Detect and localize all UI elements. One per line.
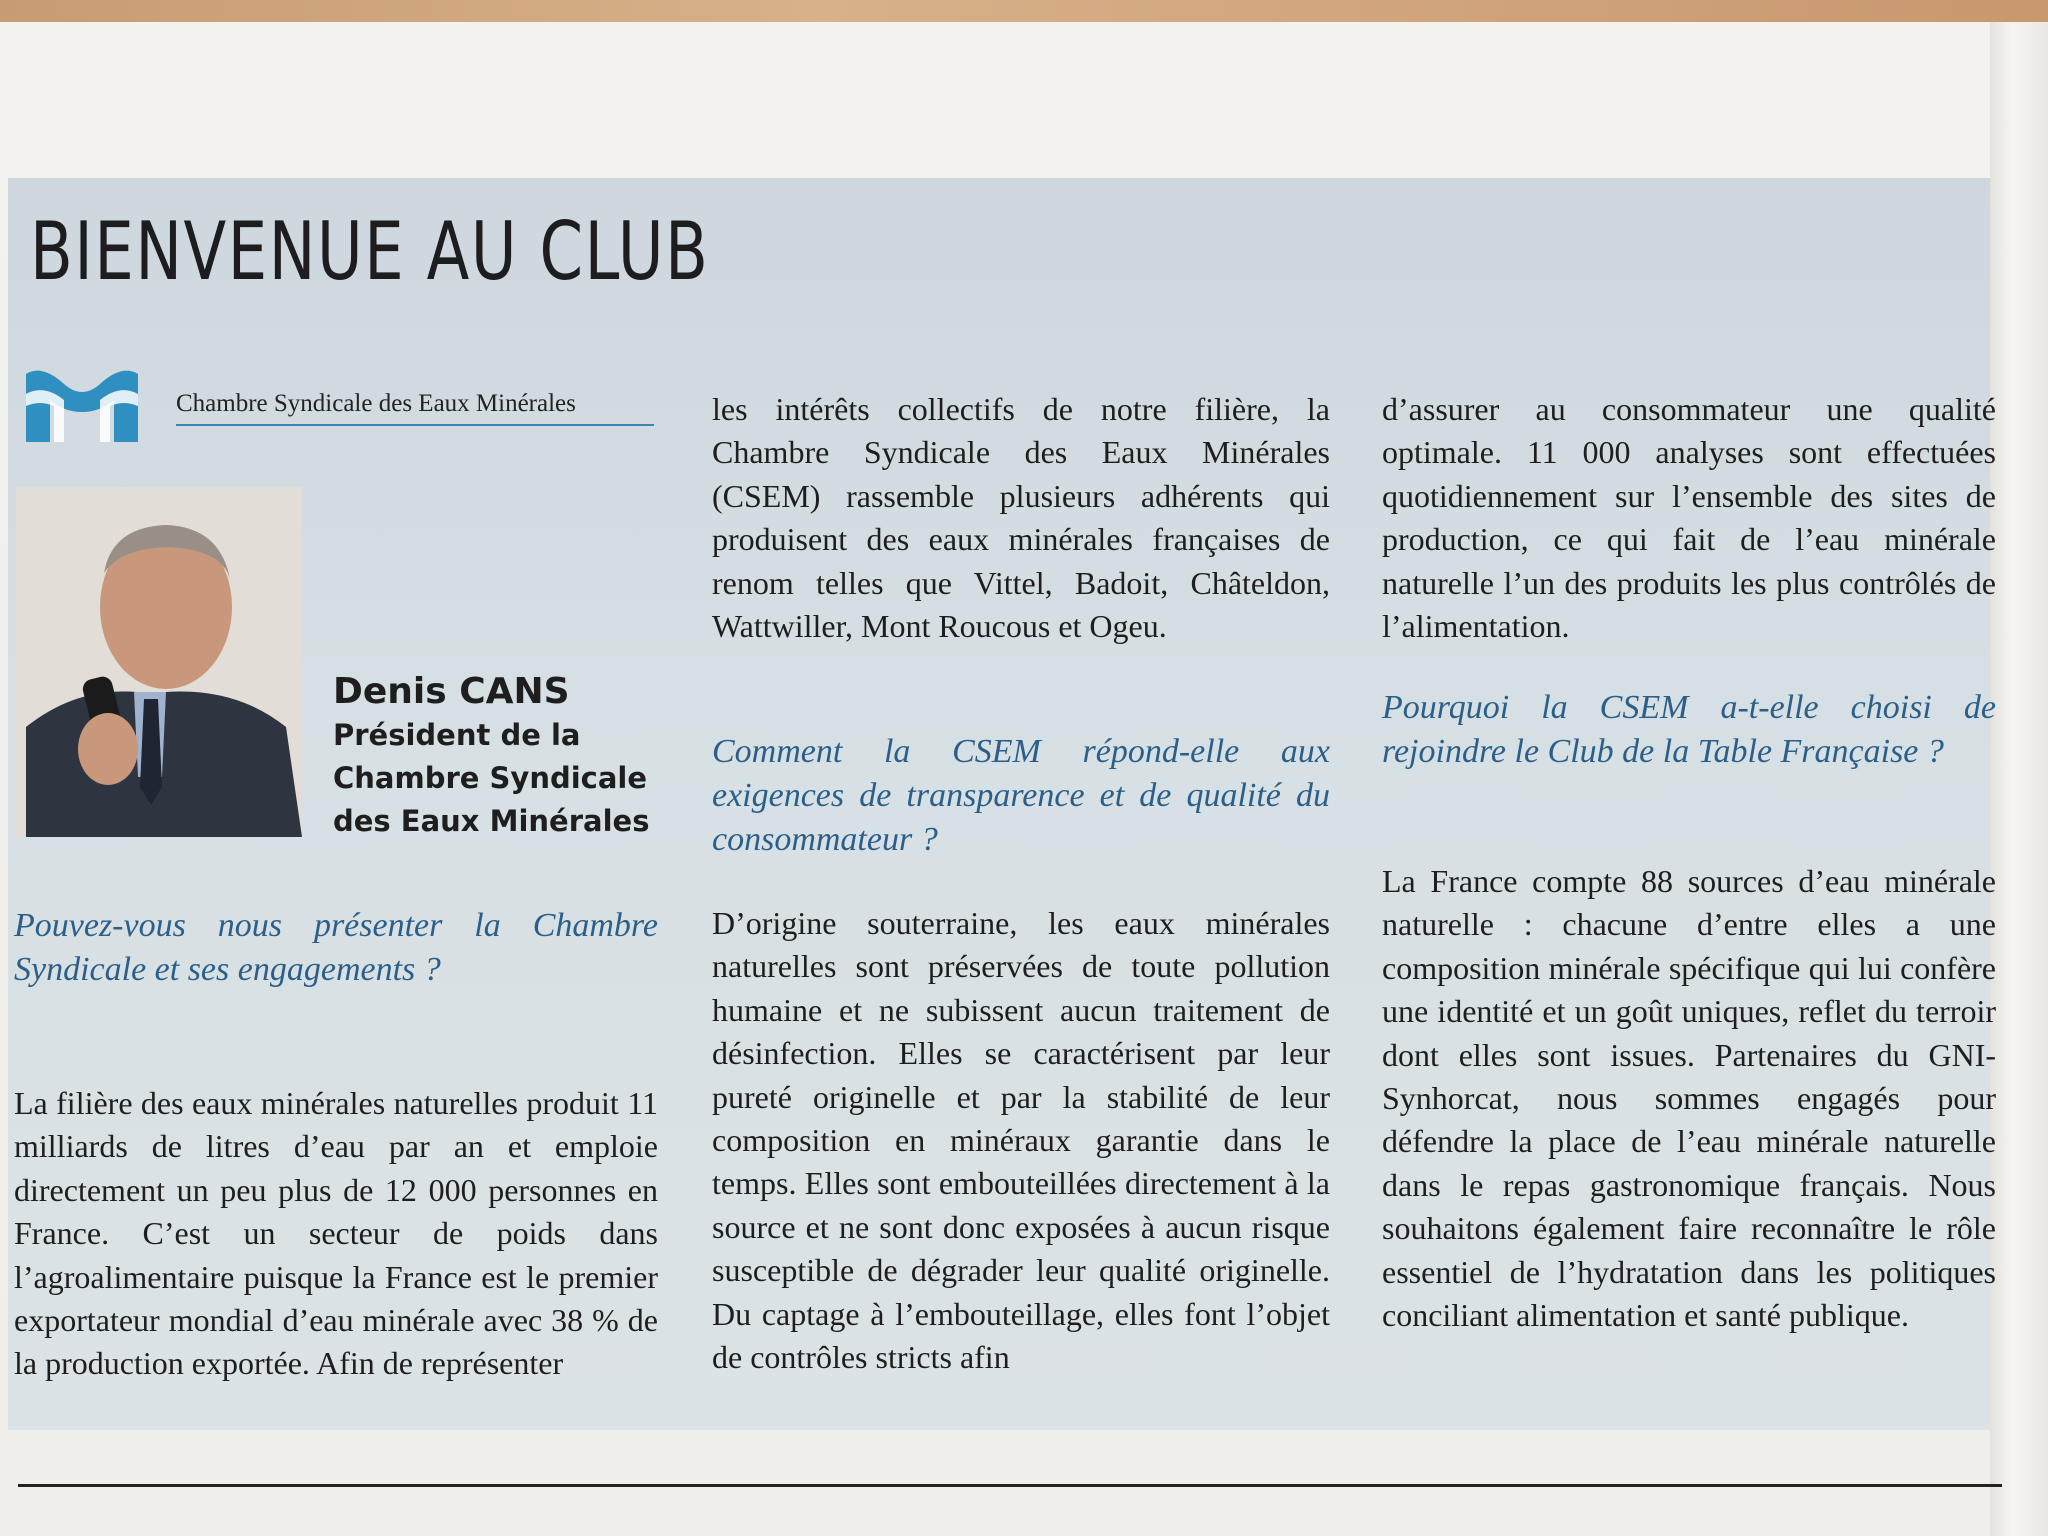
column-2-question <box>712 730 1330 862</box>
person-caption <box>333 670 649 843</box>
person-name: Denis CANS <box>333 671 570 712</box>
question-3: Pourquoi la CSEM a-t-elle choisi de rejoindre le Club de la Table Française ? <box>1382 689 1996 770</box>
person-role-line: Chambre Syndicale <box>333 761 648 795</box>
answer-2-part-2: d’assurer au consommateur une qualité optimale. 11 000 analyses sont effectuées quotidiennement sur l’ensemble des sites de production, ce qui fait de l’eau minérale naturelle l’un des produits les plus contrôlés de l’alimentation. <box>1382 391 1996 645</box>
answer-1-part-2: les intérêts collectifs de notre filière, la Chambre Syndicale des Eaux Minérales (CSEM) rassemble plusieurs adhérents qui produisent des eaux minérales françaises de renom telles que Vittel, Badoit, Châteldon, Wattwiller, Mont Roucous et Ogeu. <box>712 391 1330 645</box>
column-1-question <box>14 904 658 992</box>
answer-2-part-1: D’origine souterraine, les eaux minérales naturelles sont préservées de toute pollution humaine et ne subissent aucun traitement de désinfection. Elles se caractérisent par leur pureté originelle et par la stabilité de leur composition en minéraux garantie dans le temps. Elles sont embouteillées directement à la source et ne sont donc exposées à aucun risque susceptible de dégrader leur qualité originelle. Du captage à l’embouteillage, elles font l’objet de contrôles stricts afin <box>712 905 1330 1376</box>
portrait-photo <box>16 487 302 837</box>
answer-3: La France compte 88 sources d’eau minérale naturelle : chacune d’entre elles a une composition minérale spécifique qui lui confère une identité et un goût uniques, reflet du terroir dont elles sont issues. Partenaires du GNI-Synhorcat, nous sommes engagés pour défendre la place de l’eau minérale naturelle dans le repas gastronomique français. Nous souhaitons également faire reconnaître le rôle essentiel de l’hydratation dans les politiques conciliant alimentation et santé publique. <box>1382 863 1996 1334</box>
organization-name: Chambre Syndicale des Eaux Minérales <box>176 390 576 417</box>
column-3-top <box>1382 388 1996 648</box>
question-1: Pouvez-vous nous présenter la Chambre Syndicale et ses engagements ? <box>14 907 658 988</box>
column-2-answer <box>712 902 1330 1379</box>
page-fold <box>1990 22 2048 1536</box>
question-2: Comment la CSEM répond-elle aux exigences de transparence et de qualité du consommateur ? <box>712 733 1330 858</box>
person-role-line: des Eaux Minérales <box>333 804 650 838</box>
bottom-divider <box>18 1484 2002 1487</box>
column-2-top <box>712 388 1330 648</box>
column-1-answer <box>14 1082 658 1386</box>
logo-underline <box>176 424 654 426</box>
csem-logo-icon <box>24 366 140 442</box>
column-3-answer <box>1382 860 1996 1337</box>
answer-1-part-1: La filière des eaux minérales naturelles produit 11 milliards de litres d’eau par an et emploie directement un peu plus de 12 000 personnes en France. C’est un secteur de poids dans l’agroalimentaire puisque la France est le premier exportateur mondial d’eau minérale avec 38 % de la production exportée. Afin de représenter <box>14 1085 658 1382</box>
person-role-line: Président de la <box>333 718 581 752</box>
column-3-question <box>1382 686 1996 774</box>
page-title: BIENVENUE AU CLUB <box>30 205 710 298</box>
